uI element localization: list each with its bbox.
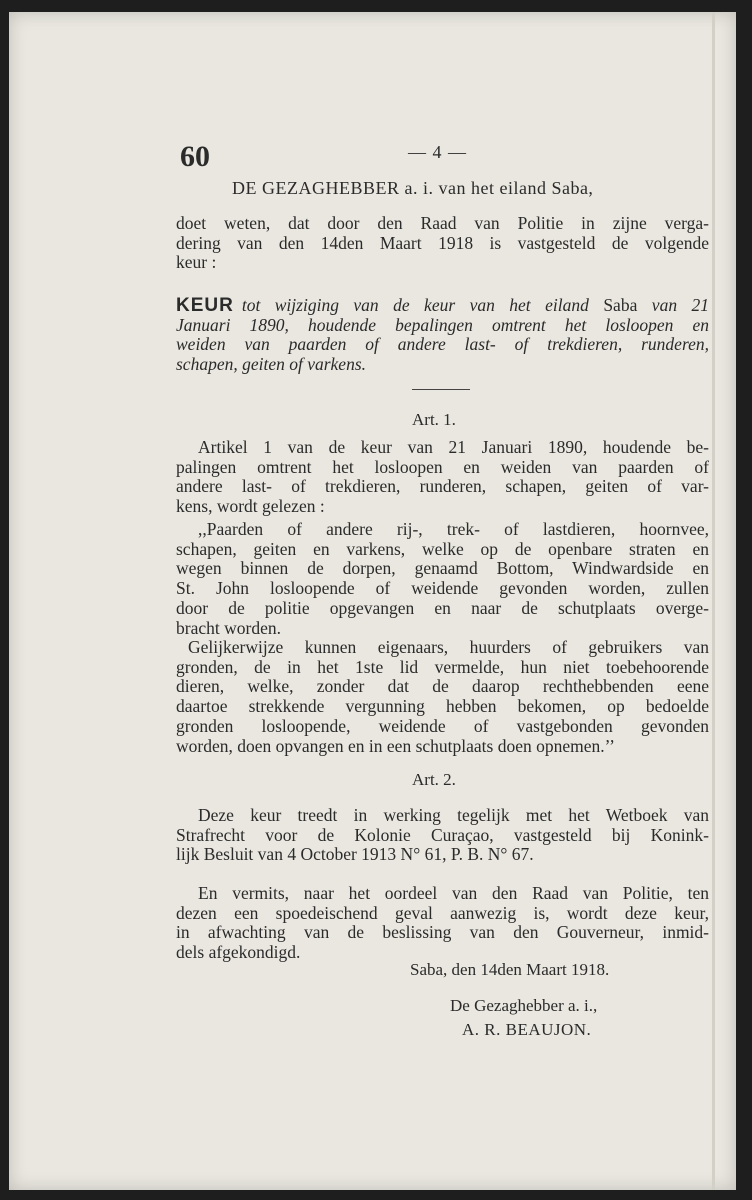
paragraph-line: Deze keur treedt in werking tegelijk met het Wetboek van bbox=[198, 805, 709, 825]
paragraph-line: Artikel 1 van de keur van 21 Januari 1890, houdende be- bbox=[198, 437, 709, 457]
keur-keyword: KEUR bbox=[176, 295, 234, 316]
article-1-paragraph-2 bbox=[176, 520, 709, 638]
keur-title-line: schapen, geiten of varkens. bbox=[176, 354, 367, 375]
paragraph-line: gronden, de in het 1ste lid vermelde, hun niet toebehoorende bbox=[176, 656, 709, 677]
article-1-paragraph-3 bbox=[176, 638, 709, 756]
keur-title-line bbox=[176, 296, 709, 316]
paragraph-line: ,,Paarden of andere rij-, trek- of lastdieren, hoornvee, bbox=[198, 519, 709, 539]
paragraph-line: Strafrecht voor de Kolonie Curaçao, vastgesteld bij Konink- bbox=[176, 824, 709, 845]
paragraph-line: daartoe strekkende vergunning hebben bekomen, op bedoelde bbox=[176, 696, 709, 717]
paragraph-line: dezen een spoedeischend geval aanwezig is, wordt deze keur, bbox=[176, 902, 709, 923]
paragraph-line: dieren, welke, zonder dat de daarop rechthebbenden eene bbox=[176, 676, 709, 697]
page-edge bbox=[712, 12, 715, 1190]
keur-title-line: weiden van paarden of andere last- of trekdieren, runderen, bbox=[176, 334, 709, 355]
article-2-paragraph bbox=[176, 806, 709, 865]
paragraph-line: in afwachting van de beslissing van den Gouverneur, inmid- bbox=[176, 922, 709, 943]
paragraph-line: lijk Besluit van 4 October 1913 N° 61, P. B. N° 67. bbox=[176, 844, 534, 865]
section-divider bbox=[412, 389, 470, 390]
paragraph-line: kens, wordt gelezen : bbox=[176, 496, 325, 517]
preamble-line: doet weten, dat door den Raad van Politie in zijne verga- bbox=[176, 213, 709, 233]
keur-title-text-b: Saba bbox=[603, 295, 638, 315]
paragraph-line: En vermits, naar het oordeel van den Raad van Politie, ten bbox=[198, 883, 709, 903]
paragraph-line: door de politie opgevangen en naar de schutplaats overge- bbox=[176, 597, 709, 618]
paragraph-line: palingen omtrent het losloopen en weiden van paarden of bbox=[176, 456, 709, 477]
paragraph-line: bracht worden. bbox=[176, 617, 281, 638]
preamble-paragraph bbox=[176, 214, 709, 273]
signature-title: De Gezaghebber a. i., bbox=[450, 996, 598, 1015]
paragraph-line: dels afgekondigd. bbox=[176, 942, 301, 963]
paragraph-line: schapen, geiten en varkens, welke op de openbare straten en bbox=[176, 538, 709, 559]
page-number: 60 bbox=[180, 140, 210, 173]
article-2-heading: Art. 2. bbox=[412, 770, 456, 789]
keur-title-text-a: tot wijziging van de keur van het eiland bbox=[241, 295, 589, 315]
keur-title bbox=[176, 296, 709, 375]
keur-title-line: Januari 1890, houdende bepalingen omtrent het losloopen en bbox=[176, 314, 709, 335]
paragraph-line: Gelijkerwijze kunnen eigenaars, huurders of gebruikers van bbox=[188, 637, 709, 657]
paragraph-line: andere last- of trekdieren, runderen, schapen, geiten of var- bbox=[176, 476, 709, 497]
preamble-line: dering van den 14den Maart 1918 is vastgesteld de volgende bbox=[176, 232, 709, 253]
place-date: Saba, den 14den Maart 1918. bbox=[410, 960, 610, 979]
article-1-heading: Art. 1. bbox=[412, 410, 456, 429]
article-1-paragraph-1 bbox=[176, 438, 709, 517]
paragraph-line: St. John losloopende of weidende gevonden worden, zullen bbox=[176, 578, 709, 599]
signature-name: A. R. BEAUJON. bbox=[462, 1020, 592, 1039]
closing-paragraph bbox=[176, 884, 709, 963]
intro-line: DE GEZAGHEBBER a. i. van het eiland Saba, bbox=[232, 178, 594, 198]
preamble-line: keur : bbox=[176, 252, 217, 273]
paragraph-line: worden, doen opvangen en in een schutplaats doen opnemen.’’ bbox=[176, 735, 615, 756]
paragraph-line: gronden losloopende, weidende of vastgebonden gevonden bbox=[176, 715, 709, 736]
keur-title-text-c: van 21 bbox=[651, 295, 710, 315]
page-header: — 4 — bbox=[408, 142, 467, 162]
paragraph-line: wegen binnen de dorpen, genaamd Bottom, Windwardside en bbox=[176, 558, 709, 579]
